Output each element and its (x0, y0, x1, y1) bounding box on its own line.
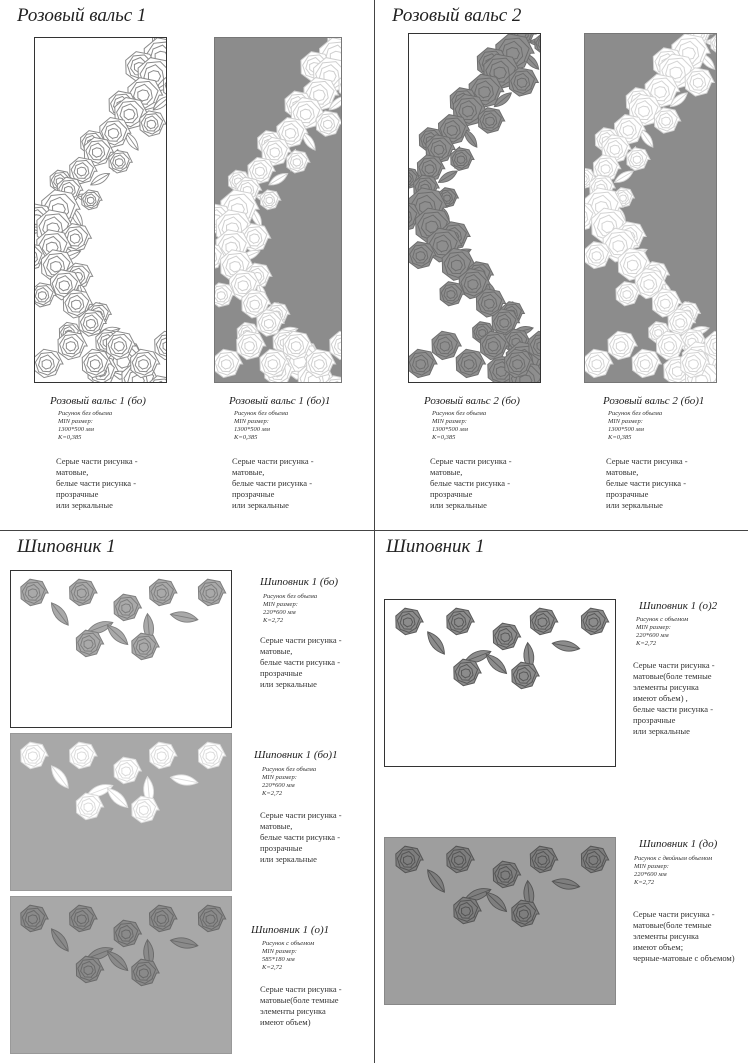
rosehip-pattern-illustration (11, 734, 232, 891)
panel-spec: Рисунок с объемом MIN размер: 585*180 мм K=2,72 (262, 940, 315, 971)
rose-panel-rv2-bo1 (584, 33, 717, 383)
panel-spec: Рисунок без объема MIN размер: 1300*500 мм K=0,385 (234, 410, 289, 441)
panel-title: Шиповник 1 (бо)1 (254, 749, 338, 761)
section-title-shipovnik-1-right: Шиповник 1 (386, 536, 485, 557)
rose-panel-rv2-bo (408, 33, 541, 383)
rosehip-panel-sh1-o1 (10, 896, 232, 1054)
vertical-divider-top (374, 0, 375, 530)
rosehip-panel-sh1-bo1 (10, 733, 232, 891)
rosehip-pattern-illustration (385, 600, 616, 767)
section-title-shipovnik-1-left: Шиповник 1 (17, 536, 116, 557)
section-title-rozovyi-vals-2: Розовый вальс 2 (392, 5, 522, 26)
panel-title: Розовый вальс 2 (бо)1 (603, 395, 705, 407)
panel-note: Серые части рисунка - матовые, белые части рисунка - прозрачные или зеркальные (56, 456, 138, 510)
panel-spec: Рисунок без объема MIN размер: 220*600 мм K=2,72 (262, 766, 317, 797)
rose-pattern-illustration (215, 38, 342, 383)
rosehip-pattern-illustration (11, 897, 232, 1054)
panel-title: Шиповник 1 (до) (639, 838, 718, 850)
rose-panel-rv1-bo1 (214, 37, 342, 383)
panel-title: Розовый вальс 1 (бо)1 (229, 395, 331, 407)
panel-note: Серые части рисунка - матовые, белые части рисунка - прозрачные или зеркальные (232, 456, 314, 510)
panel-note: Серые части рисунка - матовые(боле темные элементы рисунка имеют объем) (260, 984, 342, 1027)
panel-note: Серые части рисунка - матовые(боле темные элементы рисунка имеют объем; черные-матовые с объемом) (633, 909, 735, 963)
panel-title: Шиповник 1 (о)2 (639, 600, 718, 612)
panel-title: Шиповник 1 (о)1 (251, 924, 330, 936)
vertical-divider-bottom (374, 531, 375, 1063)
rosehip-pattern-illustration (385, 838, 616, 1005)
panel-note: Серые части рисунка - матовые, белые части рисунка - прозрачные или зеркальные (260, 810, 342, 864)
panel-spec: Рисунок без объема MIN размер: 1300*500 мм K=0,385 (608, 410, 663, 441)
rosehip-panel-sh1-o2 (384, 599, 616, 767)
panel-title: Розовый вальс 1 (бо) (50, 395, 146, 407)
panel-note: Серые части рисунка - матовые, белые части рисунка - прозрачные или зеркальные (606, 456, 688, 510)
rose-pattern-illustration (409, 34, 541, 383)
panel-spec: Рисунок без объема MIN размер: 1300*500 мм K=0,385 (432, 410, 487, 441)
panel-spec: Рисунок с двойным объемом MIN размер: 220*600 мм K=2,72 (634, 855, 713, 886)
panel-note: Серые части рисунка - матовые, белые части рисунка - прозрачные или зеркальные (260, 635, 342, 689)
panel-spec: Рисунок без объема MIN размер: 1300*500 мм K=0,385 (58, 410, 113, 441)
panel-title: Розовый вальс 2 (бо) (424, 395, 520, 407)
rose-panel-rv1-bo (34, 37, 167, 383)
panel-title: Шиповник 1 (бо) (260, 576, 339, 588)
panel-note: Серые части рисунка - матовые(боле темные элементы рисунка имеют объем) , белые части рисунка - прозрачные или зеркальные (633, 660, 715, 736)
panel-note: Серые части рисунка - матовые, белые части рисунка - прозрачные или зеркальные (430, 456, 512, 510)
panel-spec: Рисунок без объема MIN размер: 220*600 мм K=2,72 (263, 593, 318, 624)
rosehip-pattern-illustration (11, 571, 232, 728)
rose-pattern-illustration (35, 38, 167, 383)
rosehip-panel-sh1-do (384, 837, 616, 1005)
section-title-rozovyi-vals-1: Розовый вальс 1 (17, 5, 147, 26)
rose-pattern-illustration (585, 34, 717, 383)
panel-spec: Рисунок с объемом MIN размер: 220*600 мм K=2,72 (636, 616, 689, 647)
rosehip-panel-sh1-bo (10, 570, 232, 728)
